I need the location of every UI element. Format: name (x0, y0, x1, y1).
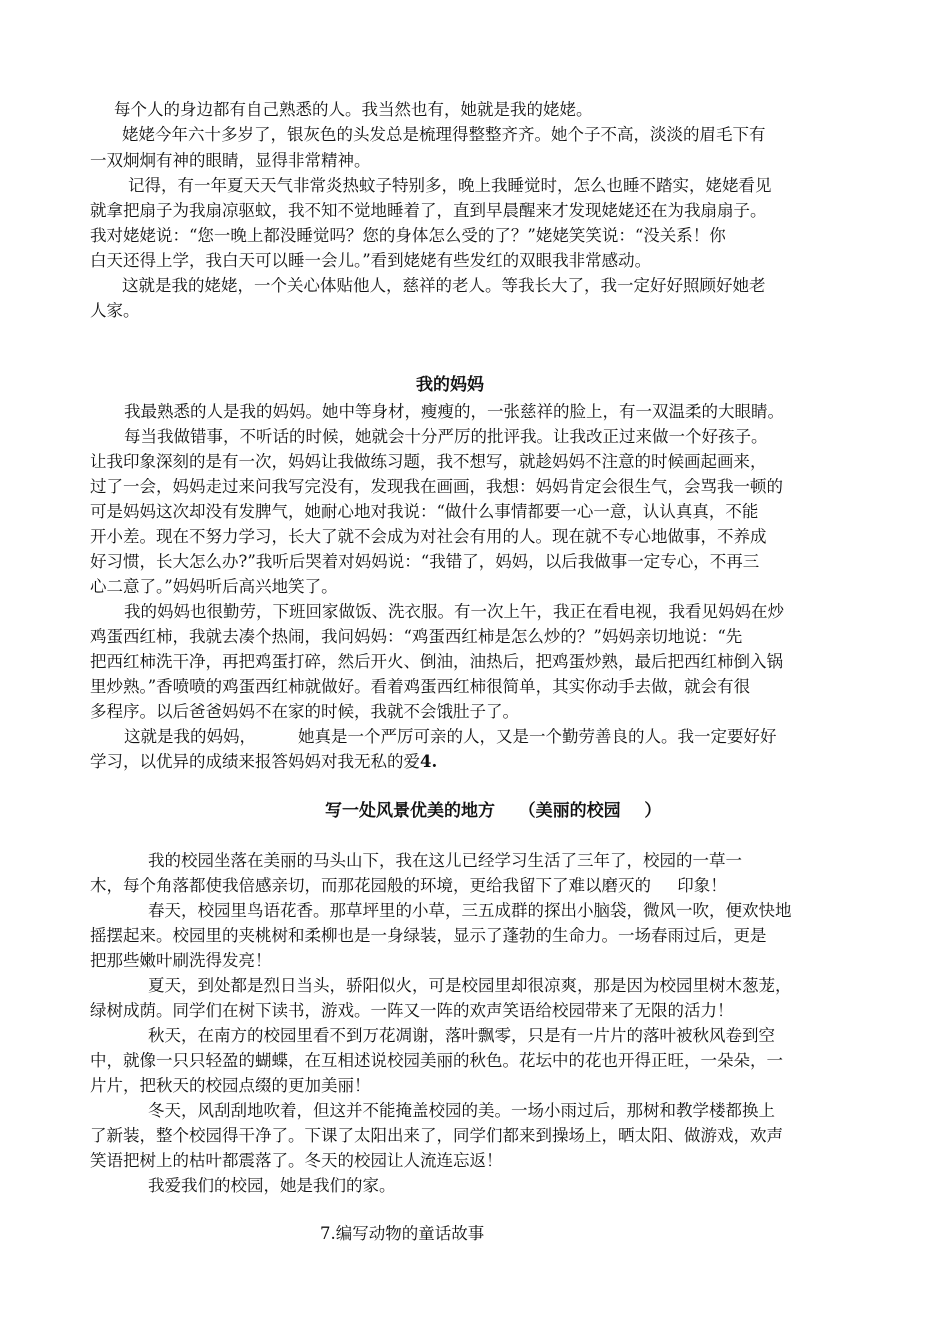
paragraph-text: 学习，以优异的成绩来报答妈妈对我无私的爱 (90, 752, 420, 771)
paragraph-line: 绿树成荫。同学们在树下读书，游戏。一阵又一阵的欢声笑语给校园带来了无限的活力！ (90, 1001, 734, 1020)
paragraph-line: 一双炯炯有神的眼睛，显得非常精神。 (90, 151, 371, 170)
paragraph-line: 把西红柿洗干净，再把鸡蛋打碎，然后开火、倒油，油热后，把鸡蛋炒熟，最后把西红柿倒入锅 (90, 652, 783, 671)
paragraph-line: 秋天，在南方的校园里看不到万花凋谢，落叶飘零，只是有一片片的落叶被秋风卷到空 (148, 1026, 775, 1045)
paragraph-line: 开小差。现在不努力学习，长大了就不会成为对社会有用的人。现在就不专心地做事，不养成 (90, 527, 767, 546)
paragraph-line: 这就是我的妈妈， 她真是一个严厉可亲的人，又是一个勤劳善良的人。我一定要好好 (124, 727, 777, 746)
paragraph-line: 我最熟悉的人是我的妈妈。她中等身材，瘦瘦的，一张慈祥的脸上，有一双温柔的大眼睛。 (124, 402, 784, 421)
paragraph-line (90, 750, 870, 774)
paragraph-line: 让我印象深刻的是有一次，妈妈让我做练习题，我不想写，就趁妈妈不注意的时候画起画来， (90, 452, 767, 471)
paragraph-line: 摇摆起来。校园里的夹桃树和柔柳也是一身绿装，显示了蓬勃的生命力。一场春雨过后，更是 (90, 926, 767, 945)
paragraph-line: 好习惯，长大怎么办?”我听后哭着对妈妈说：“我错了，妈妈，以后我做事一定专心，不再三 (90, 552, 760, 571)
paragraph-line: 夏天，到处都是烈日当头，骄阳似火，可是校园里却很凉爽，那是因为校园里树木葱茏， (148, 976, 792, 995)
paragraph-line: 冬天，风刮刮地吹着，但这并不能掩盖校园的美。一场小雨过后，那树和教学楼都换上 (148, 1101, 775, 1120)
paragraph-line: 笑语把树上的枯叶都震落了。冬天的校园让人流连忘返！ (90, 1151, 503, 1170)
paragraph-line: 白天还得上学，我白天可以睡一会儿。”看到姥姥有些发红的双眼我非常感动。 (90, 251, 652, 270)
paragraph-line: 每当我做错事，不听话的时候，她就会十分严厉的批评我。让我改正过来做一个好孩子。 (124, 427, 768, 446)
paragraph-line: 片片，把秋天的校园点缀的更加美丽！ (90, 1076, 371, 1095)
paragraph-line: 记得，有一年夏天天气非常炎热蚊子特别多，晚上我睡觉时，怎么也睡不踏实，姥姥看见 (128, 176, 772, 195)
paragraph-line: 我的妈妈也很勤劳，下班回家做饭、洗衣服。有一次上午，我正在看电视，我看见妈妈在炒 (124, 602, 784, 621)
paragraph-line: 人家。 (90, 301, 140, 320)
paragraph-line: 春天，校园里鸟语花香。那草坪里的小草，三五成群的探出小脑袋，微风一吹，便欢快地 (148, 901, 792, 920)
section-title: 7.编写动物的童话故事 (320, 1224, 485, 1243)
paragraph-line: 每个人的身边都有自己熟悉的人。我当然也有，她就是我的姥姥。 (114, 100, 593, 119)
paragraph-line: 鸡蛋西红柿，我就去凑个热闹，我问妈妈：“鸡蛋西红柿是怎么炒的？”妈妈亲切地说：“先 (90, 627, 743, 646)
paragraph-line: 就拿把扇子为我扇凉驱蚊，我不知不觉地睡着了，直到早晨醒来才发现姥姥还在为我扇扇子。 (90, 201, 767, 220)
paragraph-line: 里炒熟。”香喷喷的鸡蛋西红柿就做好。看着鸡蛋西红柿很简单，其实你动手去做，就会有很 (90, 677, 751, 696)
paragraph-line: 过了一会，妈妈走过来问我写完没有，发现我在画画，我想：妈妈肯定会很生气，会骂我一顿的 (90, 477, 783, 496)
paragraph-line: 了新装，整个校园得干净了。下课了太阳出来了，同学们都来到操场上，晒太阳、做游戏，欢声 (90, 1126, 783, 1145)
paragraph-line: 这就是我的姥姥，一个关心体贴他人，慈祥的老人。等我长大了，我一定好好照顾好她老 (122, 276, 766, 295)
paragraph-line: 姥姥今年六十多岁了，银灰色的头发总是梳理得整整齐齐。她个子不高，淡淡的眉毛下有 (122, 125, 766, 144)
section-title: 我的妈妈 (416, 375, 484, 395)
paragraph-line: 我的校园坐落在美丽的马头山下，我在这儿已经学习生活了三年了，校园的一草一 (148, 851, 742, 870)
paragraph-line: 木，每个角落都使我倍感亲切，而那花园般的环境，更给我留下了难以磨灭的 印象！ (90, 876, 727, 895)
paragraph-line: 中，就像一只只轻盈的蝴蝶，在互相述说校园美丽的秋色。花坛中的花也开得正旺，一朵朵，一 (90, 1051, 783, 1070)
paragraph-line: 多程序。以后爸爸妈妈不在家的时候，我就不会饿肚子了。 (90, 702, 519, 721)
trailing-number: 4. (420, 752, 438, 771)
paragraph-line: 我爱我们的校园，她是我们的家。 (148, 1176, 396, 1195)
paragraph-line: 我对姥姥说：“您一晚上都没睡觉吗？您的身体怎么受的了？”姥姥笑笑说：“没关系！你 (90, 226, 726, 245)
paragraph-line: 把那些嫩叶刷洗得发亮！ (90, 951, 272, 970)
paragraph-line: 可是妈妈这次却没有发脾气，她耐心地对我说：“做什么事情都要一心一意，认认真真，不能 (90, 502, 759, 521)
paragraph-line: 心二意了。”妈妈听后高兴地笑了。 (90, 577, 338, 596)
section-title: 写一处风景优美的地方 （美丽的校园 ） (325, 801, 662, 821)
